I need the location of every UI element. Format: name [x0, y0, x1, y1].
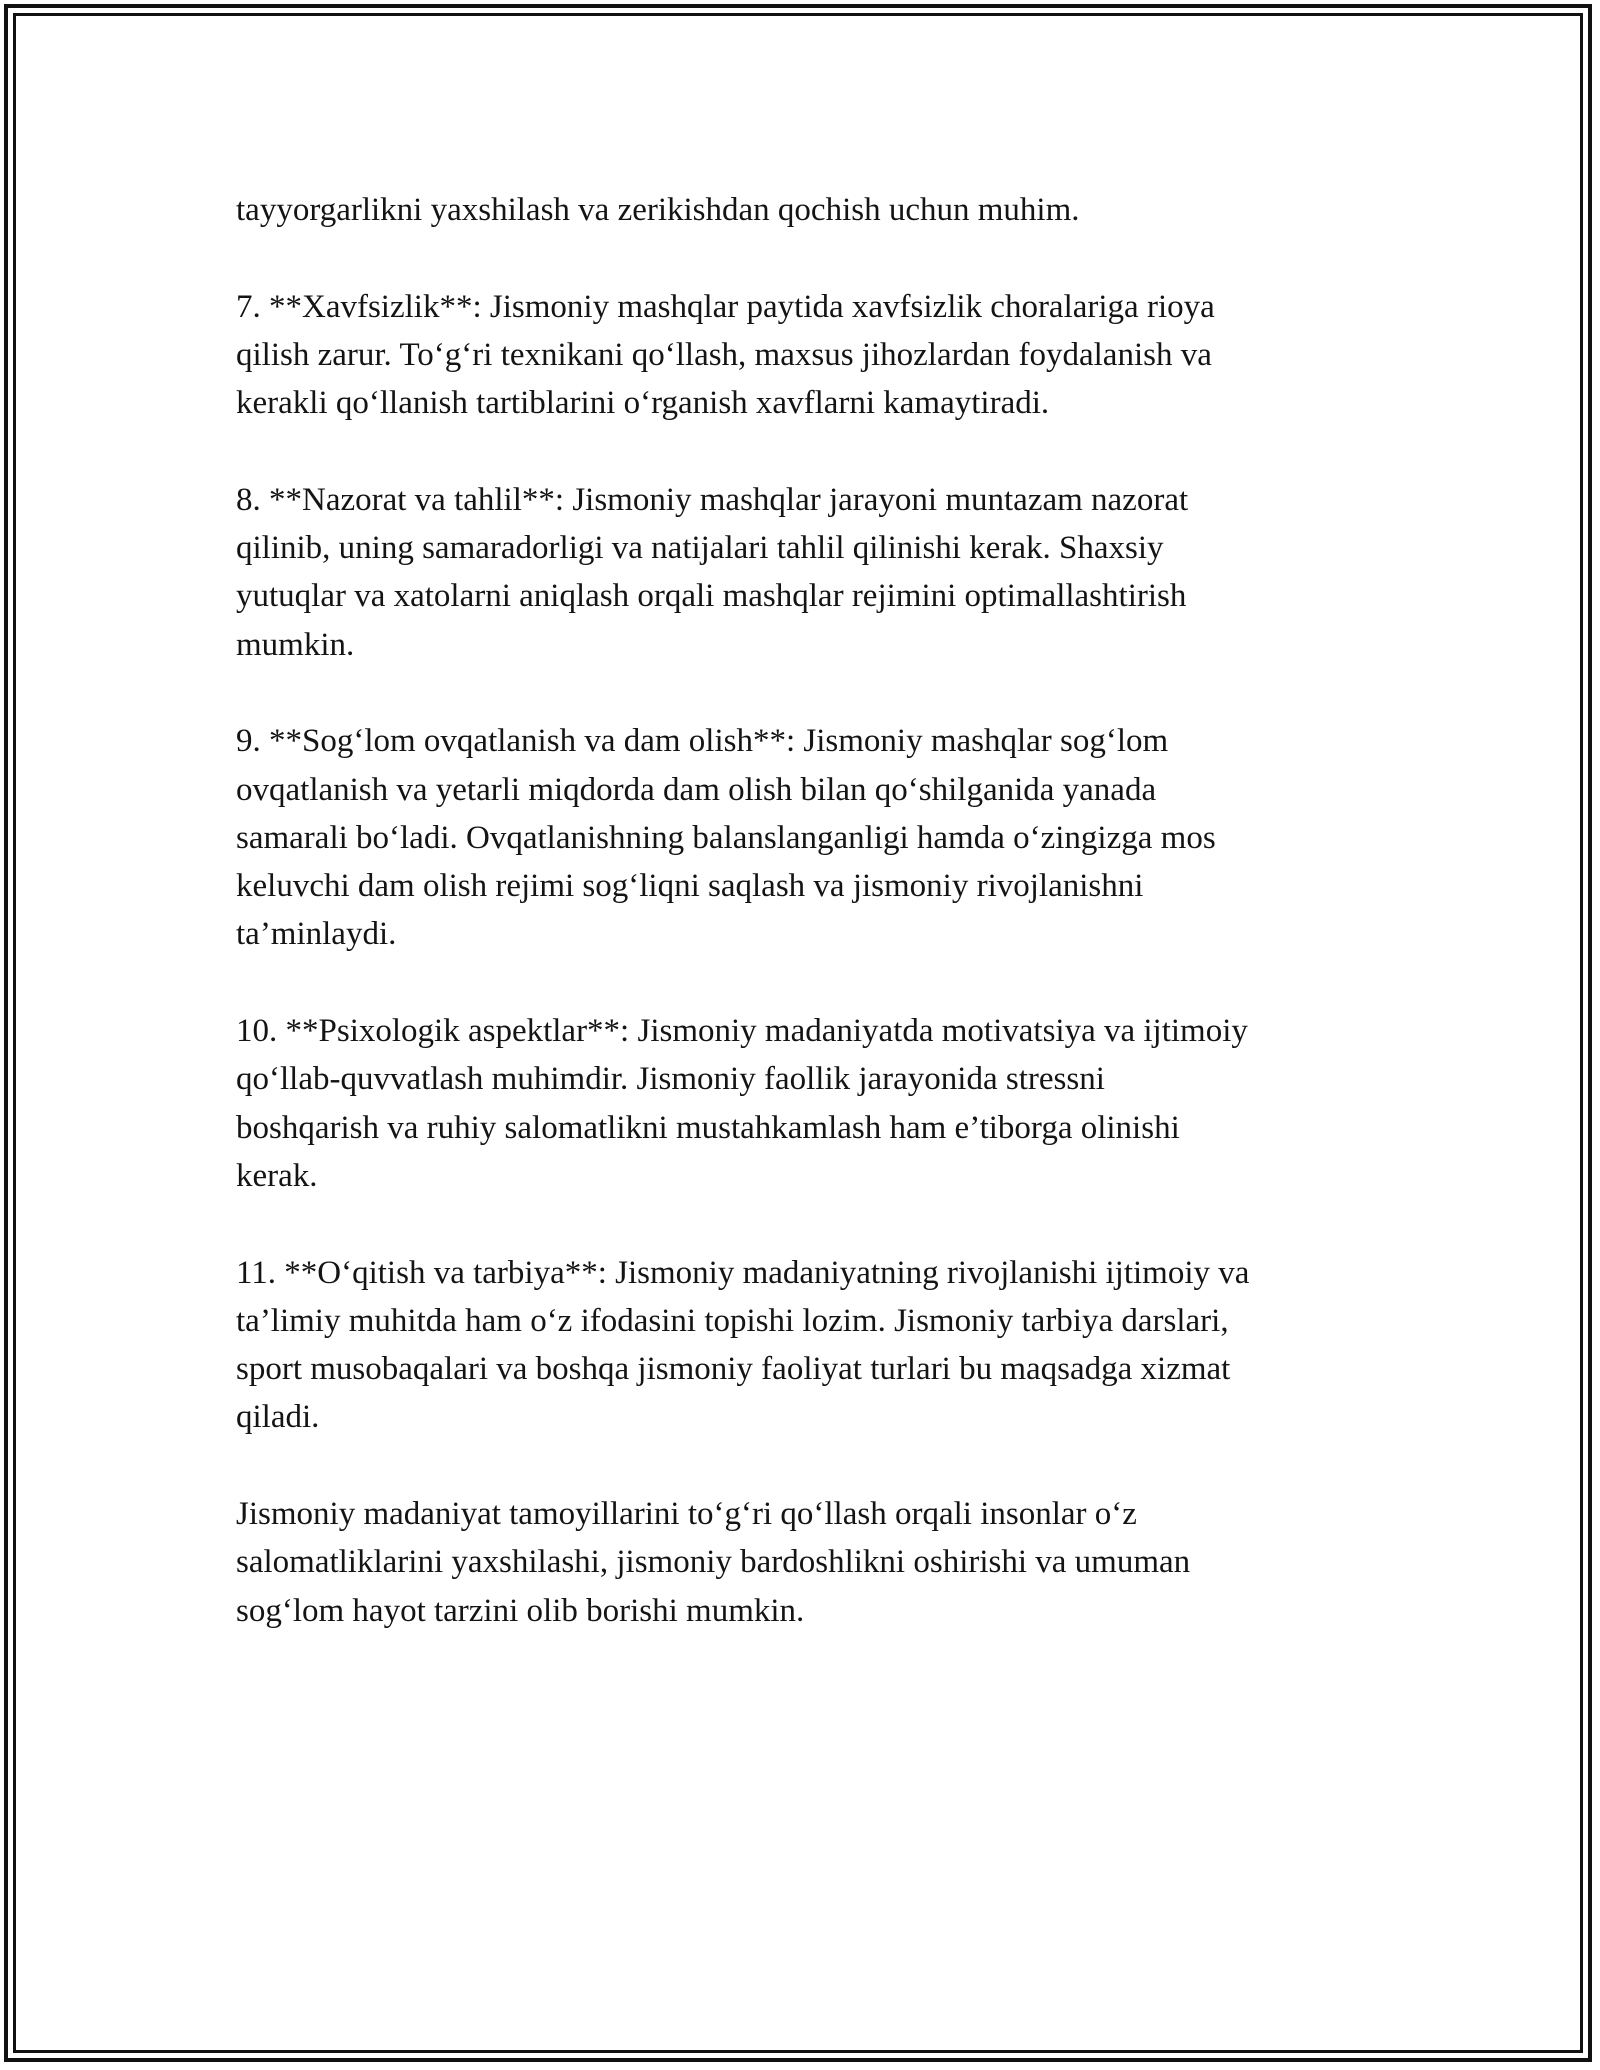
paragraph-xavfsizlik [236, 283, 1406, 428]
paragraph-nazorat [236, 476, 1406, 669]
text-line: ta’limiy muhitda ham o‘z ifodasini topishi lozim. Jismoniy tarbiya darslari, [236, 1302, 1229, 1339]
text-line: sport musobaqalari va boshqa jismoniy faoliyat turlari bu maqsadga xizmat [236, 1351, 1231, 1388]
document-body [236, 186, 1406, 1683]
text-line: kerak. [236, 1157, 318, 1194]
paragraph-oqitish [236, 1249, 1406, 1442]
paragraph-psixologik [236, 1007, 1406, 1200]
text-line: 10. **Psixologik aspektlar**: Jismoniy madaniyatda motivatsiya va ijtimoiy [236, 1013, 1248, 1050]
text-line: mumkin. [236, 626, 355, 663]
text-line: samarali bo‘ladi. Ovqatlanishning balanslanganligi hamda o‘zingizga mos [236, 819, 1216, 856]
text-line: Jismoniy madaniyat tamoyillarini to‘g‘ri qo‘llash orqali insonlar o‘z [236, 1496, 1137, 1533]
paragraph-ovqatlanish [236, 717, 1406, 958]
text-line: qilish zarur. To‘g‘ri texnikani qo‘llash, maxsus jihozlardan foydalanish va [236, 336, 1212, 373]
paragraph-continuation [236, 186, 1406, 234]
text-line: ta’minlaydi. [236, 916, 397, 953]
text-line: 7. **Xavfsizlik**: Jismoniy mashqlar paytida xavfsizlik choralariga rioya [236, 288, 1215, 325]
text-line: qilinib, uning samaradorligi va natijalari tahlil qilinishi kerak. Shaxsiy [236, 530, 1164, 567]
text-line: 9. **Sog‘lom ovqatlanish va dam olish**: Jismoniy mashqlar sog‘lom [236, 723, 1169, 760]
text-line: tayyorgarlikni yaxshilash va zerikishdan qochish uchun muhim. [236, 192, 1080, 228]
text-line: salomatliklarini yaxshilashi, jismoniy bardoshlikni oshirishi va umuman [236, 1544, 1191, 1581]
text-line: kerakli qo‘llanish tartiblarini o‘rganish xavflarni kamaytiradi. [236, 385, 1050, 422]
text-line: keluvchi dam olish rejimi sog‘liqni saqlash va jismoniy rivojlanishni [236, 868, 1144, 905]
text-line: sog‘lom hayot tarzini olib borishi mumkin. [236, 1592, 805, 1629]
text-line: yutuqlar va xatolarni aniqlash orqali mashqlar rejimini optimallashtirish [236, 578, 1187, 615]
text-line: qiladi. [236, 1399, 320, 1436]
text-line: 8. **Nazorat va tahlil**: Jismoniy mashqlar jarayoni muntazam nazorat [236, 481, 1189, 518]
text-line: ovqatlanish va yetarli miqdorda dam olish bilan qo‘shilganida yanada [236, 771, 1157, 808]
paragraph-conclusion [236, 1490, 1406, 1635]
text-line: boshqarish va ruhiy salomatlikni mustahkamlash ham e’tiborga olinishi [236, 1109, 1180, 1146]
text-line: 11. **O‘qitish va tarbiya**: Jismoniy madaniyatning rivojlanishi ijtimoiy va [236, 1254, 1250, 1291]
text-line: qo‘llab-quvvatlash muhimdir. Jismoniy faollik jarayonida stressni [236, 1061, 1105, 1098]
